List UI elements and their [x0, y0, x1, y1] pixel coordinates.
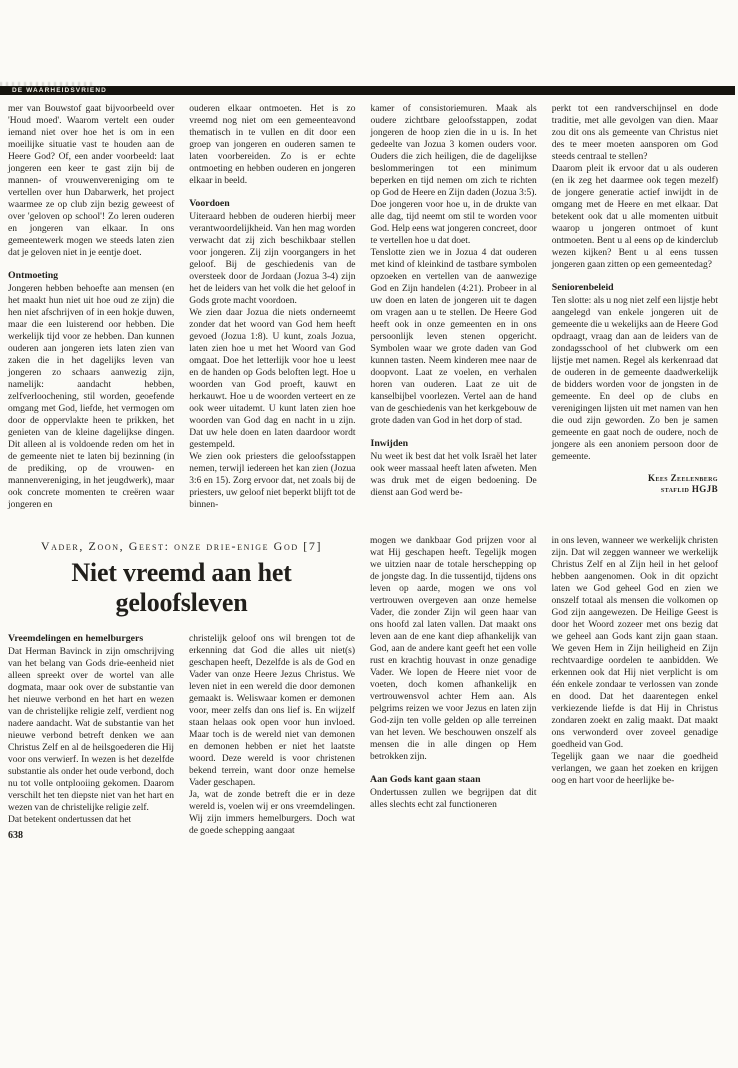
paragraph: in ons leven, wanneer we werkelijk christen zijn. Dat wil zeggen wanneer we werkelijk Christus Zelf en al Zijn heil in het geloof hebben aangenomen. Ook in dit opzicht laten we God geheel God en zien we onszelf totaal als mensen die volkomen op God zijn aangewezen. De Heilige Geest is door het Woord zozeer met ons bezig dat we geheel aan Gods kant zijn gaan staan. We geven Hem in Zijn heiligheid en Zijn rechtvaardige oordelen te aanbidden. We erkennen ook dat Hij niet verplicht is om één enkele zondaar te verlossen van zonde en dood. Dat het daarentegen enkel verkiezende liefde is dat Hij in Christus zondaren zoekt en zalig maakt. Dat maakt ons verwonderd over zoveel genadige goedheid van God. — [551, 536, 718, 750]
paragraph: Tenslotte zien we in Jozua 4 dat ouderen met kind of kleinkind de tastbare symbolen opzoeken en vertellen van de aanwezige God en Zijn handelen (4:21). Probeer in al uw doen en laten de jongeren uit te dagen om vragen aan u te stellen. De Heere God heeft ook in onze gemeenten en in ons persoonlijk leven stenen opgericht. Symbolen waar we grote daden van God kunnen tasten. Neem kinderen mee naar de doopvont. Laat ze voelen, en verhalen horen van ouderen. Laat ze uit de kanselbijbel voorlezen. Vertel aan de hand van de geschiedenis van het kerkgebouw de grote daden van God in het dorp of stad. — [370, 248, 537, 426]
paragraph: We zien daar Jozua die niets onderneemt zonder dat het woord van God hem heeft gevoed (Jozua 1:8). U kunt, zoals Jozua, laten zien hoe u met het Woord van God omgaat. Doe het letterlijk voor hoe u leest en de handen op Gods beloften legt. Hoe u woorden van God proeft, kauwt en herkauwt. Hoe u de woorden verteert en ze ook weer uitademt. U kunt laten zien hoe woorden van God dag en nacht in u zijn. Dat uw hele doen en laten daardoor wordt gestempeld. — [189, 308, 356, 450]
byline-author: Kees Zeelenberg — [648, 473, 718, 483]
paragraph: christelijk geloof ons wil brengen tot de erkenning dat God die alles uit niet(s) geschapen heeft, Dezelfde is als de God en Vader van onze Heere Jezus Christus. We leven niet in een wereld die door demonen gemaakt is. Weliswaar komen er demonen voor, meer zelfs dan ons lief is. En wijzelf staan helaas ook open voor hun invloed. Maar toch is de wereld niet van demonen en demonen hebben er niet het laatste woord. Deze wereld is voor christenen bekend terrein, want door onze hemelse Vader geschapen. — [189, 634, 355, 788]
page-content — [8, 103, 718, 841]
paragraph: mer van Bouwstof gaat bijvoorbeeld over 'Houd moed'. Waarom vertelt een ouder iemand niet over hoe het is om in een moeilijke situatie vast te houden aan de Heere God? Of, een ander voorbeeld: laat jongeren een keer te gast zijn bij de mannen- of vrouwenvereniging om te vertellen over hun Dabarwerk, het project waarmee ze op club zijn bezig geweest of over 'geloven op school'! Zo leren ouderen en jongeren van elkaar. In ons gemeentewerk mogen we steeds laten zien dat je geloven niet in je eentje doet. — [8, 104, 175, 258]
bottom-column-2 — [189, 633, 355, 841]
bottom-column-4 — [552, 535, 719, 841]
paragraph: Jongeren hebben behoefte aan mensen (en het maakt hun niet uit hoe oud ze zijn) die hen niet afschrijven of in een hokje duwen, maar die een luisterend oor hebben. Die werkelijk tijd voor ze hebben. Dan kunnen ouderen aan jongeren iets laten zien van zaken die in het dagelijks leven van jongeren zo schaars aanwezig zijn, namelijk: aandacht hebben, zelfverloochening, stil worden, geoefende omgang met God, liefde, het vermogen om door de oppervlakte heen te prikken, het genieten van de kleine dagelijkse dingen. Dit alleen al is voldoende reden om het in de gemeente niet te laten bij bezinning (in de prediking, op de vrouwen- en mannenvereniging, in het jeugdwerk), maar ook concrete momenten te creëren waar jongeren en — [8, 284, 175, 510]
top-column-2 — [189, 103, 355, 511]
series-kicker: Vader, Zoon, Geest: onze drie-enige God [7] — [40, 539, 323, 553]
paragraph: Tegelijk gaan we naar die goedheid verlangen, we gaan het zoeken en krijgen oog en hart voor de heerlijke be- — [551, 752, 718, 786]
paragraph: Dat Herman Bavinck in zijn omschrijving van het belang van Gods drie-eenheid niet alleen spreekt over de wortel van alle dogmata, maar ook over de substantie van het nieuwe verbond en het hart en wezen van de christelijke religie zelf, verdient nog nadere aandacht. Wat de substantie van het nieuwe verbond betreft denken we aan Christus Zelf en al de heilsgoederen die Hij voor ons verwierf. In wezen is het dezelfde substantie als onder het oude verbond, doch nu tot volle ontplooiing gekomen. Daarom verschilt het ten diepste niet van het hart en wezen van de christelijke religie zelf. — [8, 647, 174, 813]
byline-role: staflid HGJB — [660, 484, 718, 494]
bottom-column-1 — [8, 633, 174, 841]
page-number: 638 — [8, 830, 23, 841]
article-top — [8, 103, 718, 511]
top-column-4 — [552, 103, 718, 511]
bottom-column-3 — [370, 535, 537, 841]
masthead-bar — [0, 86, 735, 95]
article-title: Niet vreemd aan het geloofsleven — [71, 558, 292, 617]
paragraph: Nu weet ik best dat het volk Israël het later ook weer massaal heeft laten afweten. Men was druk met de eigen bedoening. De dienst aan God werd be- — [370, 452, 537, 498]
paragraph: We zien ook priesters die geloofsstappen nemen, terwijl iedereen het kan zien (Jozua 3:6 en 15). Zorg ervoor dat, net zoals bij de priesters, uw geloof niet beperkt blijft tot de binnen- — [189, 452, 356, 510]
top-column-3 — [371, 103, 537, 511]
paragraph: Dat betekent ondertussen dat het — [8, 815, 132, 825]
paragraph: Ja, wat de zonde betreft die er in deze wereld is, voelen wij er ons vreemdelingen. Wij zijn immers hemelburgers. Doch wat de goede schepping aangaat — [189, 790, 355, 836]
masthead-title: DE WAARHEIDSVRIEND — [12, 87, 107, 94]
section-heading-aan-gods-kant: Aan Gods kant gaan staan — [370, 774, 481, 785]
paragraph: Uiteraard hebben de ouderen hierbij meer verantwoordelijkheid. Van hen mag worden verwacht dat zij zich beschikbaar stellen voor jongeren. Zij zijn voorgangers in het geloof. Bij de geschiedenis van de oversteek door de Jordaan (Jozua 3-4) zijn het de leiders van het volk die het geloof in Gods grote macht voordoen. — [189, 212, 356, 306]
article-bottom-left — [8, 535, 355, 841]
paragraph: Ten slotte: als u nog niet zelf een lijstje hebt aangelegd van enkele jongeren uit de gemeente die u wekelijks aan de Heere God opdraagt, vraag dan aan de leiders van de zondagsschool of het clubwerk om een lijstje met namen. Regel als kerkenraad dat de ouderen in de gemeente daadwerkelijk de bidders worden voor de jongsten in de gemeente. En deel op de clubs en verenigingen lijsten uit met namen van hen die oud zijn geworden. Zo ben je samen gemeente en gaat noch de oudere, noch de jongere als een anoniem persoon door de gemeente. — [551, 296, 718, 462]
paragraph: Daarom pleit ik ervoor dat u als ouderen (en ik zeg het daarmee ook tegen mezelf) de jongere generatie actief inwijdt in de omgang met de Heere en met elkaar. Dat betekent ook dat u alle momenten uitbuit waarop u jongeren ontmoet of kunt ontmoeten. Bent u al eens op de kinderclub wezen kijken? Bent u al eens tussen jongeren gaan zitten op een gemeentedag? — [551, 164, 718, 270]
section-heading-ontmoeting: Ontmoeting — [8, 270, 59, 281]
bottom-columns-1-2 — [8, 633, 355, 841]
paragraph: kamer of consistoriemuren. Maak als oudere zichtbare geloofsstappen, zodat jongeren de hoop zien die in u is. In het gedeelte van Jozua 3 komen ouders voor. Ouders die zich heiligen, die de dagelijkse beslommeringen tot een minimum beperken en tijd nemen om zich te richten op God de Heere en Zijn daden (Jozua 3:5). Doe jongeren voor hoe u, in de drukte van alle dag, tijd neemt om stil te worden voor God. Help eens wat jongeren concreet, door te vertellen hoe u dat doet. — [370, 104, 537, 246]
paragraph: perkt tot een randverschijnsel en dode traditie, met alle gevolgen van dien. Maar zou dit ons als gemeente van Christus niet des te meer moeten aansporen om God steeds centraal te stellen? — [551, 104, 718, 162]
section-heading-vreemdelingen: Vreemdelingen en hemelburgers — [8, 633, 144, 644]
section-heading-seniorenbeleid: Seniorenbeleid — [551, 282, 614, 293]
section-heading-inwijden: Inwijden — [370, 438, 409, 449]
article-bottom — [8, 535, 718, 841]
top-column-1 — [8, 103, 174, 511]
section-heading-voordoen: Voordoen — [189, 198, 230, 209]
paragraph: mogen we dankbaar God prijzen voor al wat Hij geschapen heeft. Tegelijk mogen we uitzien naar de totale herschepping op de jongste dag. In die tussentijd, tijdens ons leven op aarde, mogen we ons vol vertrouwen overgeven aan onze hemelse Vader, die zonder Zijn wil geen haar van ons hoofd zal laten vallen. Dat maakt ons leven aan de ene kant diep afhankelijk van God, aan de andere kant geeft het een volle rust en krachtig houvast in onze genadige Vader. We lopen de Heere niet voor de voeten, doch komen afhankelijk en vertrouwensvol achter Hem aan. Als pelgrims reizen we voor Jezus en laten zijn God-zijn ten volle gelden op alle terreinen van het leven. We beschouwen onszelf als mensen die in alle dingen op Hem betrokken zijn. — [370, 536, 537, 762]
paragraph: ouderen elkaar ontmoeten. Het is zo vreemd nog niet om een gemeenteavond thematisch in te vullen en dit door een groep van jongeren en ouderen samen te laten voorbereiden. Zo is er echte ontmoeting en hebben ouderen en jongeren elkaar in beeld. — [189, 104, 356, 186]
article-header — [8, 535, 355, 633]
byline — [552, 473, 718, 495]
paragraph: Ondertussen zullen we begrijpen dat dit alles slechts echt zal functioneren — [370, 788, 537, 810]
